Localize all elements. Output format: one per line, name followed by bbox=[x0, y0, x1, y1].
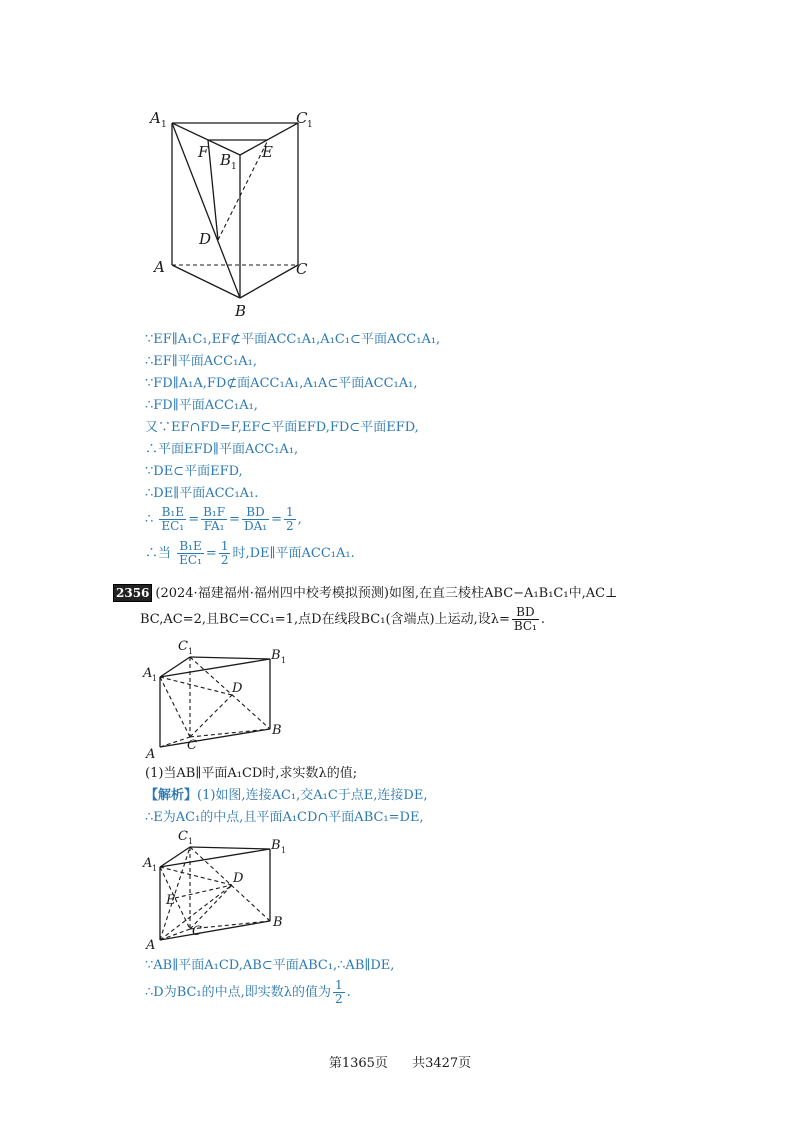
label-A: A bbox=[146, 938, 156, 953]
proof-line-1: ∵EF∥A₁C₁,EF⊄平面ACC₁A₁,A₁C₁⊂平面ACC₁A₁, bbox=[145, 332, 441, 347]
proof-line-5: 又∵EF∩FD=F,EF⊂平面EFD,FD⊂平面EFD, bbox=[145, 420, 419, 435]
page-footer bbox=[0, 1052, 800, 1071]
label-B: B bbox=[273, 915, 283, 930]
part1-answer-line-2: ∴E为AC₁的中点,且平面A₁CD∩平面ABC₁=DE, bbox=[145, 810, 424, 825]
label-A1: A bbox=[143, 666, 153, 681]
proof-line-8: ∴DE∥平面ACC₁A₁. bbox=[145, 486, 259, 501]
label-C: C bbox=[296, 260, 308, 278]
part1-answer-line-3: ∵AB∥平面A₁CD,AB⊂平面ABC₁,∴AB∥DE, bbox=[145, 958, 395, 973]
total-pages: 共3427页 bbox=[412, 1056, 472, 1071]
prism-figure-2 bbox=[140, 635, 300, 760]
problem-number-badge: 2356 bbox=[113, 584, 152, 602]
proof-ratio-line: ∴ $\frac{\text{B₁E}}{\text{EC₁}}$ = $\frac{\text{B₁F}}{\text{FA₁}}$ = $\frac{BD}{\text{DA₁}}$ = $\frac{1}{2}$ , bbox=[145, 505, 302, 533]
label-C1: C bbox=[296, 109, 308, 127]
prism-figure-1 bbox=[140, 105, 330, 320]
fraction: $\frac{1}{2}$ bbox=[285, 505, 294, 533]
problem-line-1: 2356 (2024·福建福州·福州四中校考模拟预测)如图,在直三棱柱ABC−A₁B₁C₁中,AC⊥ bbox=[113, 582, 673, 606]
label-D: D bbox=[232, 681, 243, 696]
proof-conclusion-line: ∴当 $\frac{\text{B₁E}}{\text{EC₁}}$ = $\frac{1}{2}$ 时,DE∥平面ACC₁A₁. bbox=[145, 539, 355, 567]
problem-line-2: BC,AC=2,且BC=CC₁=1,点D在线段BC₁(含端点)上运动,设λ= $\frac{BD}{\text{BC₁}}$ . bbox=[140, 605, 546, 633]
part1-answer-line-4: ∴D为BC₁的中点,即实数λ的值为 $\frac{1}{2}$ . bbox=[145, 978, 351, 1006]
proof-line-3: ∵FD∥A₁A,FD⊄面ACC₁A₁,A₁A⊂平面ACC₁A₁, bbox=[145, 376, 418, 391]
prism-figure-3 bbox=[140, 825, 300, 953]
svg-text:1: 1 bbox=[281, 656, 287, 665]
svg-text:1: 1 bbox=[281, 846, 287, 855]
svg-text:1: 1 bbox=[307, 120, 313, 130]
label-A1: A bbox=[150, 109, 161, 127]
svg-text:1: 1 bbox=[152, 674, 158, 683]
label-C1: C bbox=[178, 639, 188, 654]
svg-text:1: 1 bbox=[188, 647, 194, 656]
part1-question: (1)当AB∥平面A₁CD时,求实数λ的值; bbox=[145, 766, 358, 781]
label-A: A bbox=[146, 747, 156, 762]
label-B1: B bbox=[271, 838, 281, 853]
fraction: $\frac{\text{B₁F}}{\text{FA₁}}$ bbox=[203, 505, 226, 533]
fraction: $\frac{1}{2}$ bbox=[220, 539, 229, 567]
fraction: $\frac{\text{B₁E}}{\text{EC₁}}$ bbox=[179, 539, 202, 567]
svg-text:1: 1 bbox=[161, 120, 167, 130]
label-E: E bbox=[262, 143, 273, 161]
label-C: C bbox=[192, 924, 202, 939]
proof-line-7: ∵DE⊂平面EFD, bbox=[145, 464, 243, 479]
proof-line-6: ∴平面EFD∥平面ACC₁A₁, bbox=[145, 442, 299, 457]
problem-statement bbox=[113, 582, 673, 633]
fraction: $\frac{1}{2}$ bbox=[335, 978, 343, 1006]
analysis-tag: 【解析】 bbox=[145, 788, 198, 803]
proof-line-2: ∴EF∥平面ACC₁A₁, bbox=[145, 354, 258, 369]
label-E: E bbox=[166, 893, 176, 908]
fraction: $\frac{BD}{\text{DA₁}}$ bbox=[243, 505, 268, 533]
label-B1: B bbox=[271, 648, 281, 663]
fraction: $\frac{\text{B₁E}}{\text{EC₁}}$ bbox=[161, 505, 185, 533]
proof-line-4: ∴FD∥平面ACC₁A₁, bbox=[145, 398, 258, 413]
label-A1: A bbox=[143, 856, 153, 871]
label-B: B bbox=[235, 302, 247, 320]
part1-answer-line-1: 【解析】(1)如图,连接AC₁,交A₁C于点E,连接DE, bbox=[145, 788, 428, 803]
svg-text:1: 1 bbox=[188, 837, 194, 846]
lambda-fraction: $\frac{BD}{\text{BC₁}}$ bbox=[513, 605, 537, 633]
svg-text:1: 1 bbox=[231, 162, 237, 172]
label-C1: C bbox=[178, 829, 188, 844]
svg-text:1: 1 bbox=[152, 864, 158, 873]
label-F: F bbox=[198, 143, 209, 161]
label-A: A bbox=[154, 258, 165, 276]
label-C: C bbox=[187, 738, 197, 753]
label-D: D bbox=[233, 871, 244, 886]
page-number: 第1365页 bbox=[328, 1056, 388, 1071]
label-B: B bbox=[272, 723, 282, 738]
label-B1: B bbox=[220, 151, 232, 169]
label-D: D bbox=[199, 230, 212, 248]
